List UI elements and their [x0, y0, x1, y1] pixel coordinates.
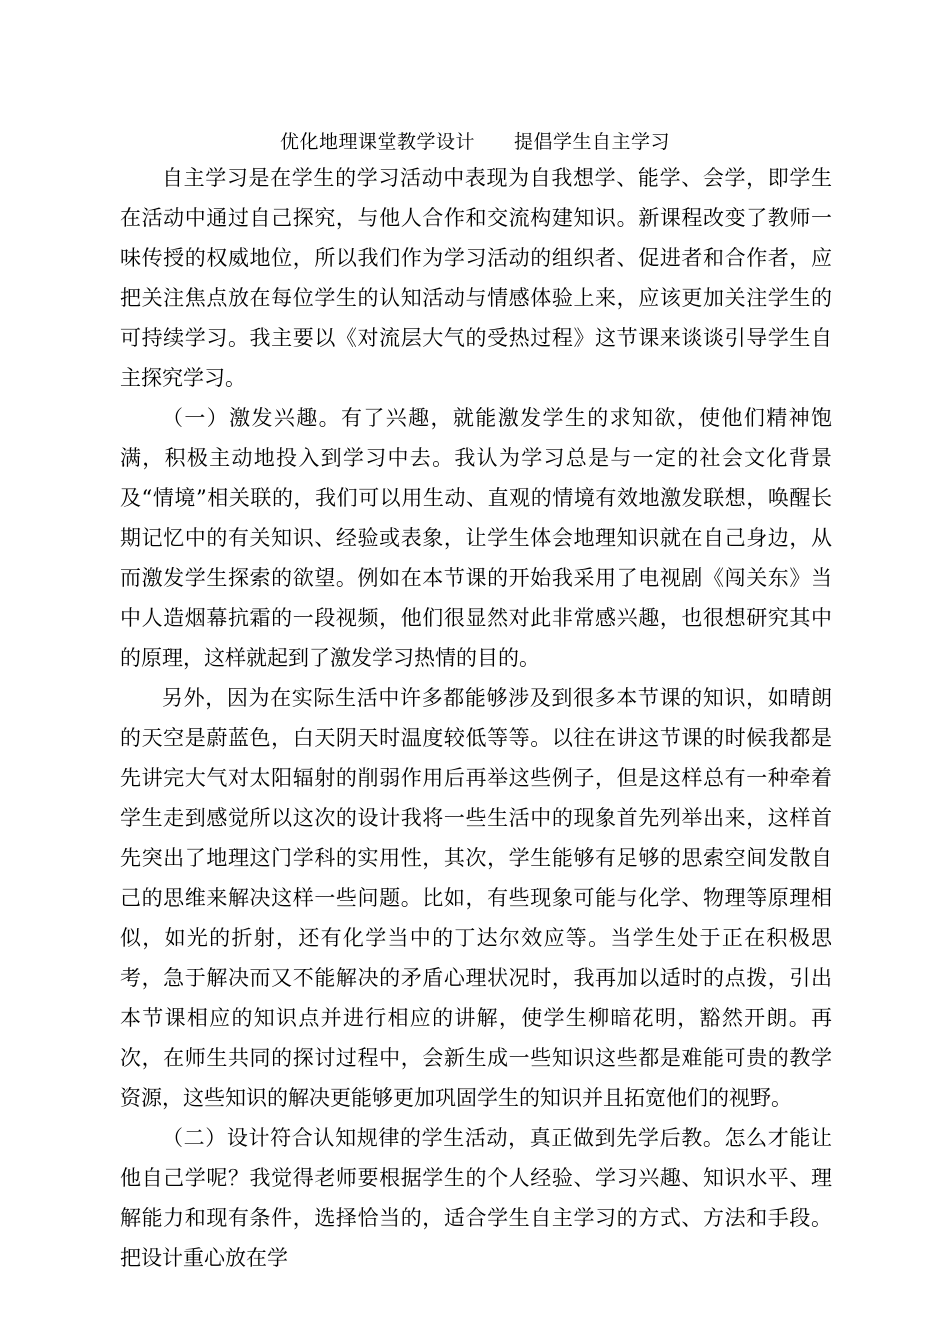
- document-body: [120, 158, 832, 1278]
- paragraph-section-1: （一）激发兴趣。有了兴趣，就能激发学生的求知欲，使他们精神饱满，积极主动地投入到学习中去。我认为学习总是与一定的社会文化背景及“情境”相关联的，我们可以用生动、直观的情境有效地激发联想，唤醒长期记忆中的有关知识、经验或表象，让学生体会地理知识就在自己身边，从而激发学生探索的欲望。例如在本节课的开始我采用了电视剧《闯关东》当中人造烟幕抗霜的一段视频，他们很显然对此非常感兴趣，也很想研究其中的原理，这样就起到了激发学习热情的目的。: [120, 406, 832, 670]
- paragraph-intro: 自主学习是在学生的学习活动中表现为自我想学、能学、会学，即学生在活动中通过自己探究，与他人合作和交流构建知识。新课程改变了教师一味传授的权威地位，所以我们作为学习活动的组织者、促进者和合作者，应把关注焦点放在每位学生的认知活动与情感体验上来，应该更加关注学生的可持续学习。我主要以《对流层大气的受热过程》这节课来谈谈引导学生自主探究学习。: [120, 166, 832, 390]
- paragraph-additional: 另外，因为在实际生活中许多都能够涉及到很多本节课的知识，如晴朗的天空是蔚蓝色，白天阴天时温度较低等等。以往在讲这节课的时候我都是先讲完大气对太阳辐射的削弱作用后再举这些例子，但是这样总有一种牵着学生走到感觉所以这次的设计我将一些生活中的现象首先列举出来，这样首先突出了地理这门学科的实用性，其次，学生能够有足够的思索空间发散自己的思维来解决这样一些问题。比如，有些现象可能与化学、物理等原理相似，如光的折射，还有化学当中的丁达尔效应等。当学生处于正在积极思考，急于解决而又不能解决的矛盾心理状况时，我再加以适时的点拨，引出本节课相应的知识点并进行相应的讲解，使学生柳暗花明，豁然开朗。再次，在师生共同的探讨过程中，会新生成一些知识这些都是难能可贵的教学资源，这些知识的解决更能够更加巩固学生的知识并且拓宽他们的视野。: [120, 686, 832, 1110]
- document-title: 优化地理课堂教学设计 提倡学生自主学习: [279, 131, 670, 153]
- paragraph-section-2: （二）设计符合认知规律的学生活动，真正做到先学后教。怎么才能让他自己学呢？我觉得老师要根据学生的个人经验、学习兴趣、知识水平、理解能力和现有条件，选择恰当的，适合学生自主学习的方式、方法和手段。把设计重心放在学: [120, 1126, 832, 1270]
